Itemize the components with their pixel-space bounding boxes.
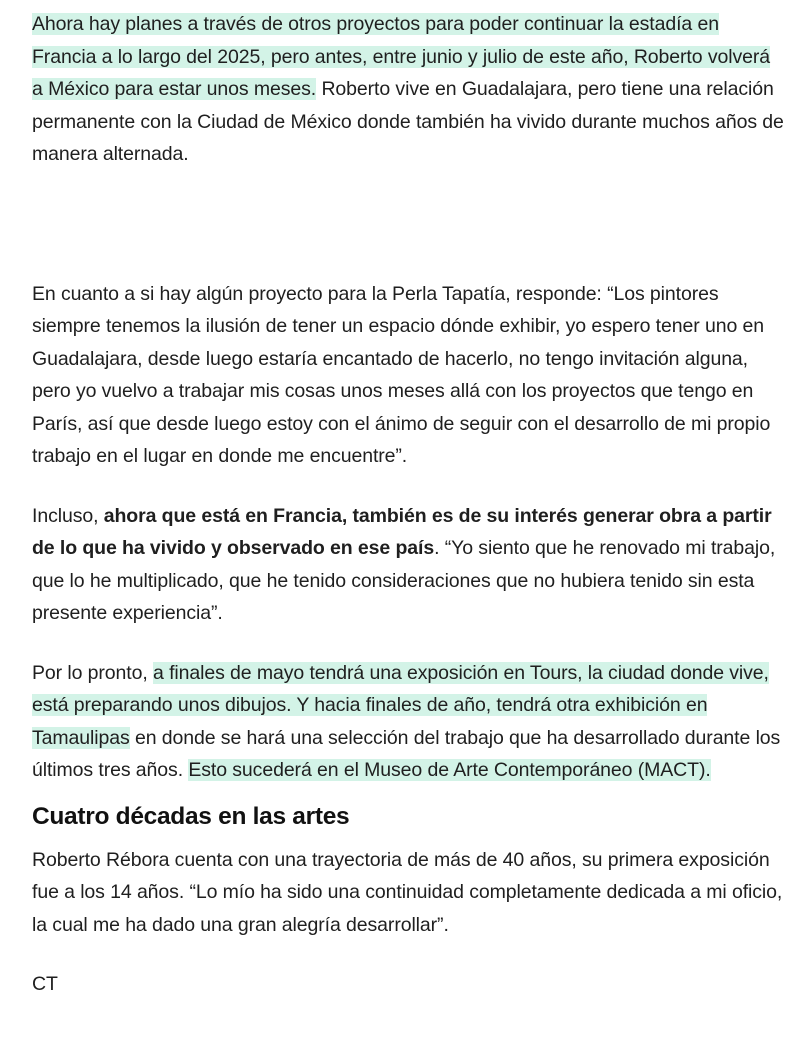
bold-text: ahora que está en Francia, también es de su interés generar obra a partir de lo que ha vivido y observado en ese país <box>32 504 772 559</box>
paragraph-career <box>32 844 784 942</box>
paragraph-text: . “Yo siento que he renovado mi trabajo, que lo he multiplicado, que he tenido consideraciones que no hubiera tenido sin esta presente experiencia”. <box>32 537 776 624</box>
section-heading: Cuatro décadas en las artes <box>32 802 350 830</box>
paragraph-upcoming-exhibitions <box>32 657 784 787</box>
paragraph-work-in-france <box>32 500 784 630</box>
highlighted-text: a finales de mayo tendrá una exposición en Tours, la ciudad donde vive, está preparando unos dibujos. Y hacia finales de año, tendrá otra exhibición en Tamaulipas <box>32 661 769 749</box>
paragraph-perla-tapatia-quote <box>32 278 784 473</box>
highlighted-text: Esto sucederá en el Museo de Arte Contemporáneo (MACT). <box>188 759 711 781</box>
highlighted-text: Ahora hay planes a través de otros proyectos para poder continuar la estadía en Francia a lo largo del 2025, pero antes, entre junio y julio de este año, Roberto volverá a México para estar unos meses. <box>32 13 770 100</box>
paragraph-text: Incluso, <box>32 504 104 527</box>
paragraph-text: Roberto vive en Guadalajara, pero tiene una relación permanente con la Ciudad de México donde también ha vivido durante muchos años de manera alternada. <box>32 78 784 165</box>
paragraph-text: En cuanto a si hay algún proyecto para la Perla Tapatía, responde: “Los pintores siempre tenemos la ilusión de tener un espacio dónde exhibir, yo espero tener uno en Guadalajara, desde luego estaría encantado de hacerlo, no tengo invitación alguna, pero yo vuelvo a trabajar mis cosas unos meses allá con los proyectos que tengo en París, así que desde luego estoy con el ánimo de seguir con el desarrollo de mi propio trabajo en el lugar en donde me encuentre”. <box>32 282 771 467</box>
paragraph-text: Por lo pronto, <box>32 661 153 684</box>
paragraph-text: Roberto Rébora cuenta con una trayectoria de más de 40 años, su primera exposición fue a los 14 años. “Lo mío ha sido una continuidad completamente dedicada a mi oficio, la cual me ha dado una gran alegría desarrollar”. <box>32 848 783 936</box>
author-signature: CT <box>32 973 58 995</box>
paragraph-return-to-mexico <box>32 0 784 171</box>
paragraph-text: en donde se hará una selección del trabajo que ha desarrollado durante los últimos tres años. <box>32 726 781 781</box>
